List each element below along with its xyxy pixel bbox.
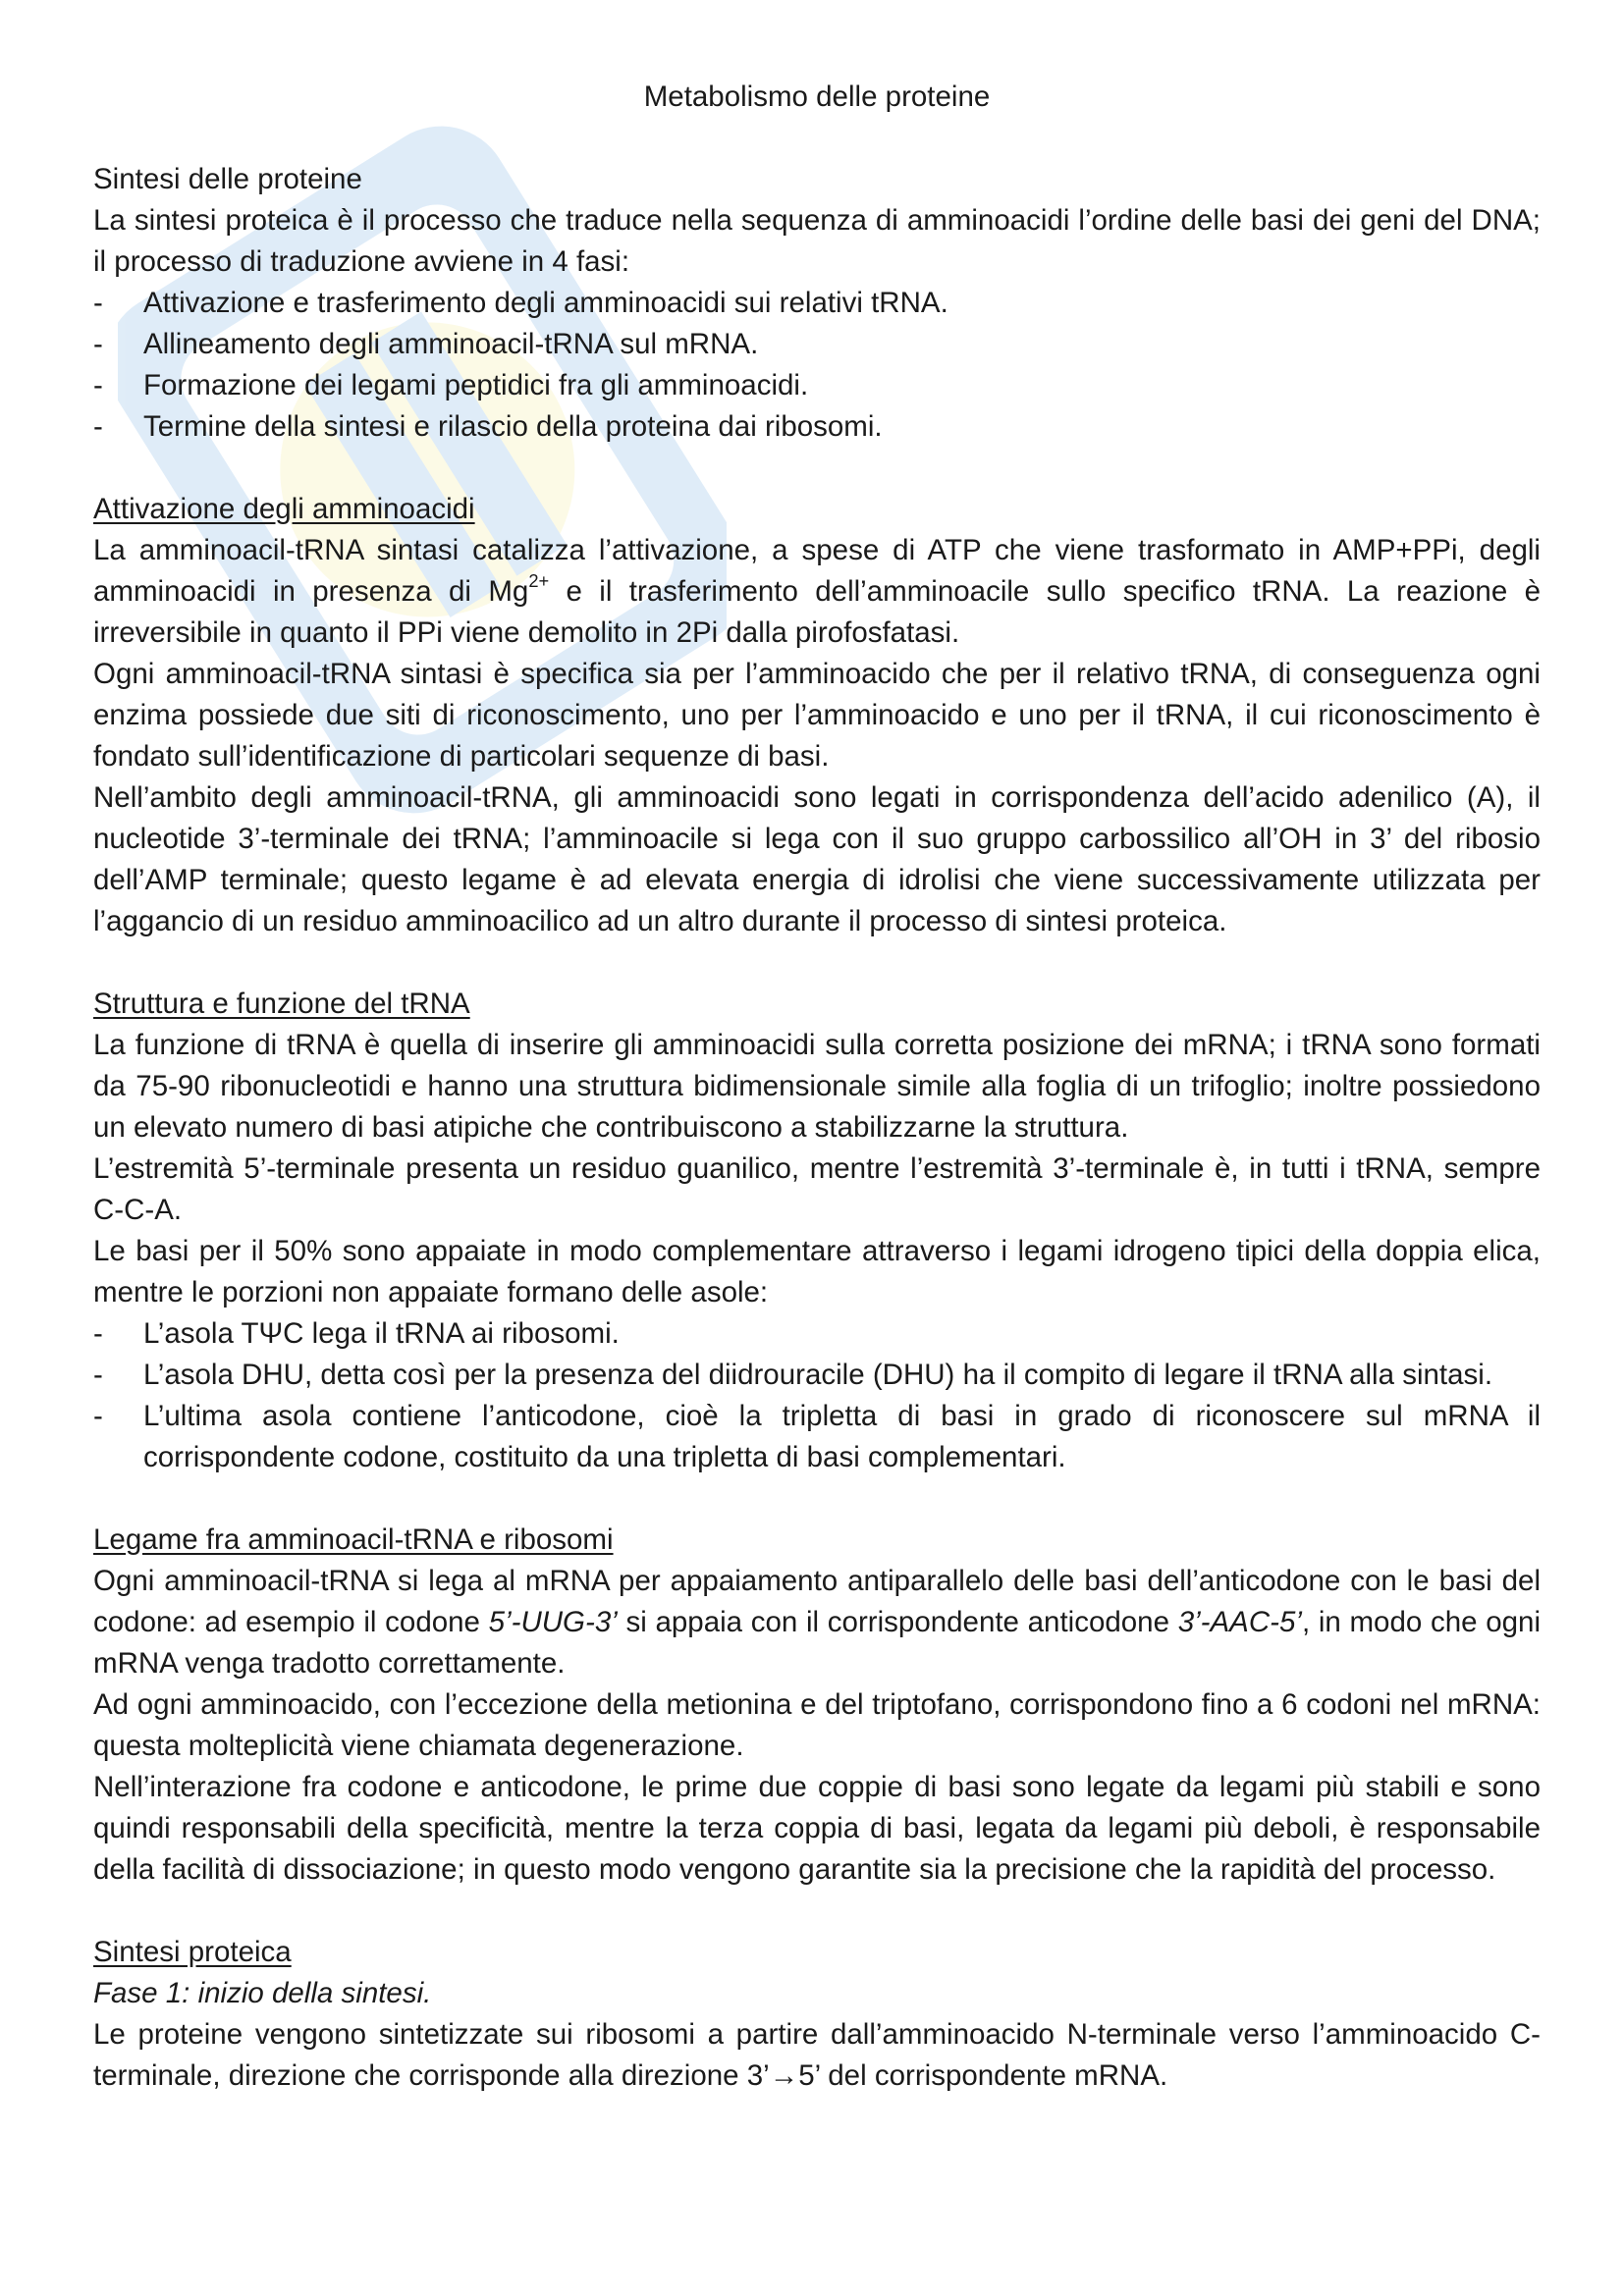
- codon-example: 5’-UUG-3’: [488, 1606, 618, 1638]
- paragraph: L’estremità 5’-terminale presenta un residuo guanilico, mentre l’estremità 3’-terminale è, in tutti i tRNA, sempre C-C-A.: [93, 1152, 1541, 1226]
- text-run: si appaia con il corrispondente anticodone: [617, 1606, 1178, 1638]
- text-run: , in modo che ogni mRNA venga tradotto correttamente.: [93, 1606, 1541, 1680]
- text-run: Ogni amminoacil-tRNA si lega al mRNA per appaiamento antiparallelo delle basi dell’anticodone con le basi del codone: ad esempio il codone: [93, 1565, 1541, 1638]
- section-heading-trna: Struttura e funzione del tRNA: [93, 988, 470, 1020]
- phase-label: Fase 1: inizio della sintesi.: [93, 1977, 432, 2009]
- list-item: - Allineamento degli amminoacil-tRNA sul mRNA.: [93, 324, 1541, 365]
- loops-list: [93, 1313, 1541, 1478]
- paragraph: Nell’interazione fra codone e anticodone, le prime due coppie di basi sono legate da legami più stabili e sono quindi responsabili della specificità, mentre la terza coppia di basi, legata da legami più deboli, è responsabile della facilità di dissociazione; in questo modo vengono garantite sia la precisione che la rapidità del processo.: [93, 1771, 1541, 1886]
- section-heading-legame: Legame fra amminoacil-tRNA e ribosomi: [93, 1523, 614, 1556]
- paragraph: Ad ogni amminoacido, con l’eccezione della metionina e del triptofano, corrispondono fino a 6 codoni nel mRNA: questa molteplicità viene chiamata degenerazione.: [93, 1688, 1541, 1762]
- paragraph: La sintesi proteica è il processo che traduce nella sequenza di amminoacidi l’ordine delle basi dei geni del DNA; il processo di traduzione avviene in 4 fasi:: [93, 204, 1541, 278]
- paragraph: Nell’ambito degli amminoacil-tRNA, gli amminoacidi sono legati in corrispondenza dell’acido adenilico (A), il nucleotide 3’-terminale dei tRNA; l’amminoacile si lega con il suo gruppo carbossilico all’OH in 3’ del ribosio dell’AMP terminale; questo legame è ad elevata energia di idrolisi che viene successivamente utilizzata per l’aggancio di un residuo amminoacilico ad un altro durante il processo di sintesi proteica.: [93, 781, 1541, 937]
- list-item: - Termine della sintesi e rilascio della proteina dai ribosomi.: [93, 406, 1541, 448]
- paragraph: La funzione di tRNA è quella di inserire gli amminoacidi sulla corretta posizione dei mRNA; i tRNA sono formati da 75-90 ribonucleotidi e hanno una struttura bidimensionale simile alla foglia di un trifoglio; inoltre possiedono un elevato numero di basi atipiche che contribuiscono a stabilizzarne la struttura.: [93, 1029, 1541, 1144]
- document-body: [93, 77, 1541, 2097]
- list-item: - Attivazione e trasferimento degli amminoacidi sui relativi tRNA.: [93, 283, 1541, 324]
- paragraph: [93, 1561, 1541, 1684]
- section-heading-sintesi: Sintesi delle proteine: [93, 163, 362, 195]
- paragraph: Le basi per il 50% sono appaiate in modo complementare attraverso i legami idrogeno tipici della doppia elica, mentre le porzioni non appaiate formano delle asole:: [93, 1235, 1541, 1308]
- paragraph: Ogni amminoacil-tRNA sintasi è specifica sia per l’amminoacido che per il relativo tRNA, di conseguenza ogni enzima possiede due siti di riconoscimento, uno per l’amminoacido e uno per il tRNA, il cui riconoscimento è fondato sull’identificazione di particolari sequenze di basi.: [93, 658, 1541, 773]
- text-run: La amminoacil-tRNA sintasi catalizza l’attivazione, a spese di ATP che viene trasformato in AMP+PPi, degli amminoacidi in presenza di Mg: [93, 534, 1541, 608]
- section-heading-attivazione: Attivazione degli amminoacidi: [93, 493, 475, 525]
- text-run: e il trasferimento dell’amminoacile sullo specifico tRNA. La reazione è irreversibile in quanto il PPi viene demolito in 2Pi dalla pirofosfatasi.: [93, 575, 1542, 649]
- paragraph: [93, 530, 1541, 654]
- paragraph: Le proteine vengono sintetizzate sui ribosomi a partire dall’amminoacido N-terminale verso l’amminoacido C-terminale, direzione che corrisponde alla direzione 3’→5’ del corrispondente mRNA.: [93, 2018, 1541, 2092]
- document-title: Metabolismo delle proteine: [643, 80, 991, 113]
- list-item: - Formazione dei legami peptidici fra gli amminoacidi.: [93, 365, 1541, 406]
- anticodon-example: 3’-AAC-5’: [1177, 1606, 1302, 1638]
- list-item: - L’asola TΨC lega il tRNA ai ribosomi.: [93, 1313, 1541, 1355]
- steps-list: [93, 283, 1541, 448]
- superscript: 2+: [528, 570, 550, 592]
- list-item: - L’ultima asola contiene l’anticodone, cioè la tripletta di basi in grado di riconoscere sul mRNA il corrispondente codone, costituito da una tripletta di basi complementari.: [93, 1396, 1541, 1478]
- section-heading-proteica: Sintesi proteica: [93, 1936, 292, 1968]
- list-item: - L’asola DHU, detta così per la presenza del diidrouracile (DHU) ha il compito di legare il tRNA alla sintasi.: [93, 1355, 1541, 1396]
